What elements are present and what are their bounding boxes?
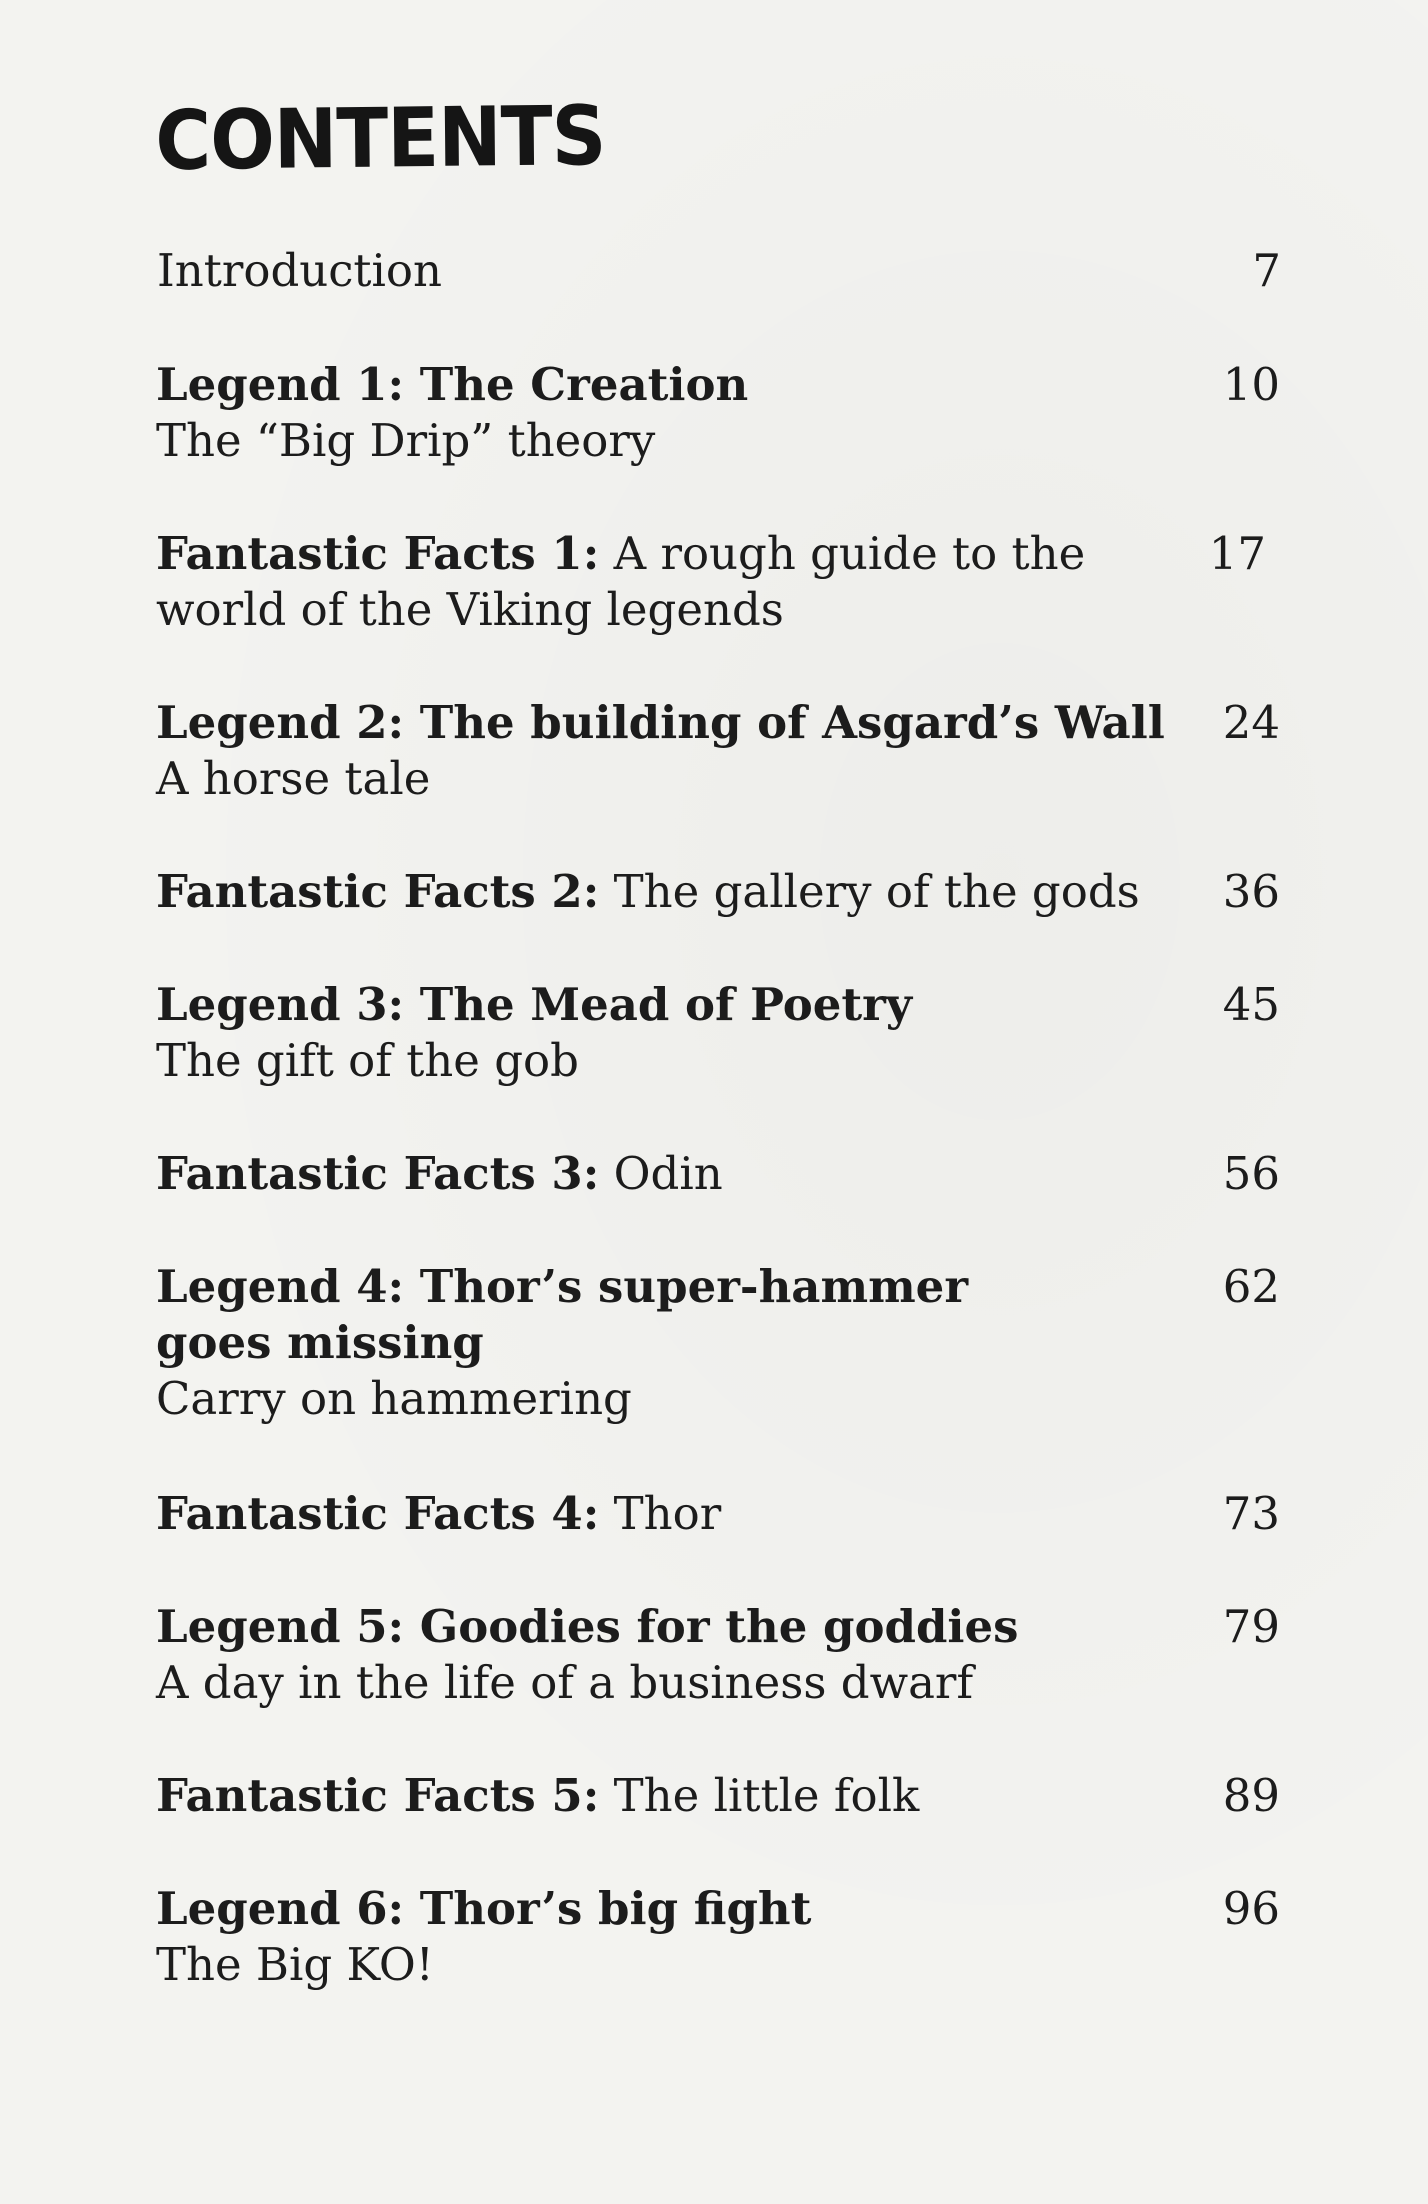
toc-entry-label: Fantastic Facts 1: [156, 527, 600, 580]
toc-entry-subtitle: A horse tale [156, 752, 431, 805]
toc-page-number: 73 [1222, 1487, 1280, 1540]
toc-entry-fantastic-facts-2 [156, 864, 1280, 920]
toc-page-number: 24 [1222, 696, 1280, 749]
toc-entry-label: Legend 5: Goodies for the goddies [156, 1600, 1019, 1653]
toc-entry-subtitle: The gift of the gob [156, 1034, 579, 1087]
toc-page-number: 56 [1222, 1147, 1280, 1200]
toc-page-number: 36 [1222, 865, 1280, 918]
toc-entry-fantastic-facts-5 [156, 1768, 1280, 1824]
toc-entry-subtitle: Carry on hammering [156, 1372, 632, 1425]
toc-entry-label: Legend 4: Thor’s super-hammer goes missing [156, 1260, 969, 1369]
toc-entry-title: The gallery of the gods [599, 865, 1140, 918]
toc-page-number: 7 [1252, 244, 1281, 297]
page-title: CONTENTS [154, 87, 606, 189]
toc-entry-label: Legend 1: The Creation [156, 358, 749, 411]
toc-page-number: 89 [1222, 1769, 1280, 1822]
toc-page-number: 17 [1208, 527, 1266, 580]
toc-entry-label: Fantastic Facts 3: [156, 1147, 600, 1200]
toc-entry-label: Legend 2: The building of Asgard’s Wall [156, 696, 1165, 749]
toc-entry-fantastic-facts-1 [156, 526, 1280, 638]
toc-entry-label: Fantastic Facts 2: [156, 865, 600, 918]
toc-entry-legend-1 [156, 357, 1280, 469]
toc-entry-legend-6 [156, 1881, 1280, 1993]
toc-entry-legend-2 [156, 695, 1280, 807]
toc-page-number: 62 [1222, 1260, 1280, 1313]
toc-entry-title: A rough guide to the world of the Viking legends [156, 527, 1086, 636]
toc-entry-subtitle: A day in the life of a business dwarf [156, 1656, 974, 1709]
toc-entry-fantastic-facts-4 [156, 1486, 1280, 1542]
toc-page-number: 96 [1222, 1882, 1280, 1935]
toc-entry-subtitle: The “Big Drip” theory [156, 414, 656, 467]
toc-entry-label: Fantastic Facts 5: [156, 1769, 600, 1822]
toc-entry-label: Legend 6: Thor’s big fight [156, 1882, 812, 1935]
toc-page-number: 45 [1222, 978, 1280, 1031]
toc-entry-legend-3 [156, 977, 1280, 1089]
toc-entry-label: Fantastic Facts 4: [156, 1487, 600, 1540]
toc-entry-fantastic-facts-3 [156, 1146, 1280, 1202]
toc-entry-introduction [157, 243, 1281, 299]
toc-entry-subtitle: The Big KO! [156, 1938, 434, 1991]
toc-entry-legend-4 [156, 1259, 1280, 1427]
toc-entry-legend-5 [156, 1599, 1280, 1711]
toc-entry-title: Thor [599, 1487, 722, 1540]
toc-entry-title: The little folk [599, 1769, 920, 1822]
toc-entry-title: Odin [599, 1147, 723, 1200]
toc-entry-label: Legend 3: The Mead of Poetry [156, 978, 912, 1031]
toc-page-number: 10 [1222, 358, 1280, 411]
toc-page-number: 79 [1222, 1600, 1280, 1653]
toc-entry-label: Introduction [157, 244, 442, 297]
